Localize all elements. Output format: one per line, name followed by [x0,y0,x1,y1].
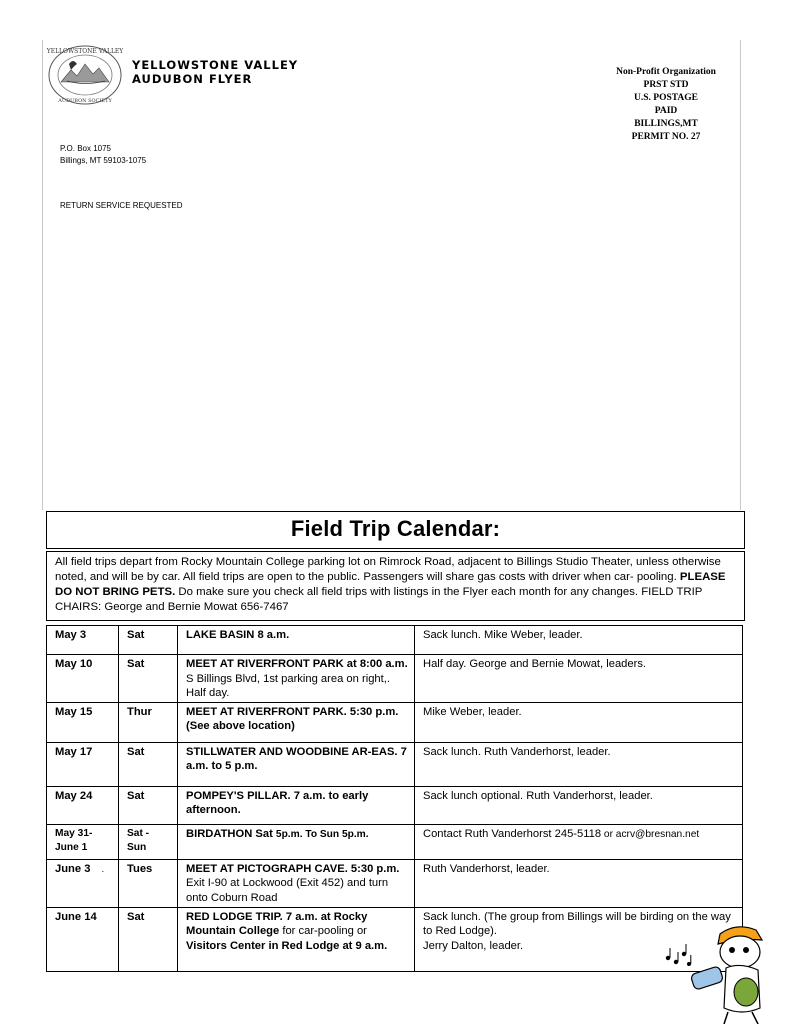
return-service-requested: RETURN SERVICE REQUESTED [60,201,183,210]
trip-date: May 24 [47,786,119,824]
trip-event: MEET AT RIVERFRONT PARK. 5:30 p.m.(See above location) [178,702,415,742]
postage-line: U.S. POSTAGE [634,93,698,103]
trip-event-detail: for car-pooling or [279,925,367,937]
table-row [47,702,743,742]
calendar-title: Field Trip Calendar: [46,511,745,549]
trip-event: STILLWATER AND WOODBINE AR-EAS. 7 a.m. to 5 p.m. [178,742,415,786]
trip-event-detail: Exit I-90 at Lockwood (Exit 452) and turn onto Coburn Road [186,877,389,904]
trip-day: Sat [119,626,178,655]
postage-line: PRST STD [643,80,689,90]
trip-event [178,824,415,859]
trip-day-start: Sat - [127,827,150,839]
table-row [47,824,743,859]
trip-day [119,824,178,859]
trip-event: LAKE BASIN 8 a.m. [178,626,415,655]
trip-notes: Ruth Vanderhorst, leader. [415,859,743,907]
trip-date: May 17 [47,742,119,786]
music-notes-icon [666,944,692,966]
postage-line: BILLINGS,MT [634,119,698,129]
trip-table [46,625,743,972]
calendar-intro [46,551,745,621]
trip-notes-email: or acrv@bresnan.net [601,828,700,840]
trip-notes [415,824,743,859]
trip-date [47,859,119,907]
table-row [47,907,743,971]
intro-text: All field trips depart from Rocky Mountain College parking lot on Rimrock Road, adjacent to Billings Studio Theater, unless otherwise noted, and will be by car. All field trips are open to the public. Passengers will share gas costs with driver when car- pooling. [55,556,721,583]
trip-day: Tues [119,859,178,907]
return-address [60,143,146,167]
trip-notes-line2: Jerry Dalton, leader. [423,939,524,952]
trip-date: May 10 [47,655,119,703]
trip-date-mark: . [101,863,105,874]
table-row [47,655,743,703]
table-row [47,786,743,824]
trip-date-start: May 31- [55,827,93,839]
trip-notes-line1: Sack lunch. (The group from Billings will be birding on the way to Red Lodge). [423,910,731,937]
trip-date: May 15 [47,702,119,742]
trip-notes-contact: Contact Ruth Vanderhorst 245-5118 [423,827,602,840]
trip-date: June 14 [47,907,119,971]
trip-event [178,907,415,971]
org-name [132,58,298,86]
trip-day: Sat [119,742,178,786]
trip-notes: Mike Weber, leader. [415,702,743,742]
trip-event-title: MEET AT PICTOGRAPH CAVE. 5:30 p.m. [186,862,400,875]
org-name-line1: YELLOWSTONE VALLEY [132,58,299,72]
trip-event-detail: S Billings Blvd, 1st parking area on right,. Half day. [186,672,390,699]
trip-notes: Sack lunch. Ruth Vanderhorst, leader. [415,742,743,786]
postage-line: PAID [654,106,678,116]
trip-day-end: Sun [127,842,147,853]
trip-event [178,655,415,703]
table-row [47,626,743,655]
trip-day: Thur [119,702,178,742]
table-row [47,742,743,786]
org-name-line2: AUDUBON FLYER [132,72,253,86]
postage-line: Non-Profit Organization [616,67,716,77]
trip-event [178,859,415,907]
table-row [47,859,743,907]
trip-notes: Sack lunch. Mike Weber, leader. [415,626,743,655]
svg-text:AUDUBON SOCIETY: AUDUBON SOCIETY [58,98,112,104]
trip-event-detail: 5p.m. To Sun 5p.m. [275,828,369,840]
trip-date: May 3 [47,626,119,655]
return-address-line1: P.O. Box 1075 [60,144,111,153]
intro-text: Do make sure you check all field trips with listings in the Flyer each month for any changes. FIELD TRIP CHAIRS: George and Bernie Mowat 656-7467 [55,586,703,613]
trip-date-end: June 1 [55,842,88,853]
trip-notes: Sack lunch optional. Ruth Vanderhorst, leader. [415,786,743,824]
trip-date-text: June 3 [55,862,91,875]
trip-event-alt: Visitors Center in Red Lodge at 9 a.m. [186,939,388,952]
trip-notes: Half day. George and Bernie Mowat, leaders. [415,655,743,703]
trip-event-title: BIRDATHON Sat [186,827,276,840]
trip-event: POMPEY'S PILLAR. 7 a.m. to early afternoon. [178,786,415,824]
audubon-logo [47,44,123,106]
trip-day: Sat [119,786,178,824]
postage-indicia [596,66,736,144]
postage-line: PERMIT NO. 27 [631,132,701,142]
return-address-line2: Billings, MT 59103-1075 [60,156,147,165]
no-pets-notice: PLEASE DO NOT BRING PETS. [55,571,726,598]
birdwatcher-mascot-icon [662,918,774,1024]
svg-text:YELLOWSTONE VALLEY: YELLOWSTONE VALLEY [47,48,123,55]
trip-event-title: RED LODGE TRIP. 7 a.m. at Rocky Mountain College [186,910,368,937]
trip-date [47,824,119,859]
trip-day: Sat [119,655,178,703]
trip-day: Sat [119,907,178,971]
trip-event-title: MEET AT RIVERFRONT PARK at 8:00 a.m. [186,658,408,670]
